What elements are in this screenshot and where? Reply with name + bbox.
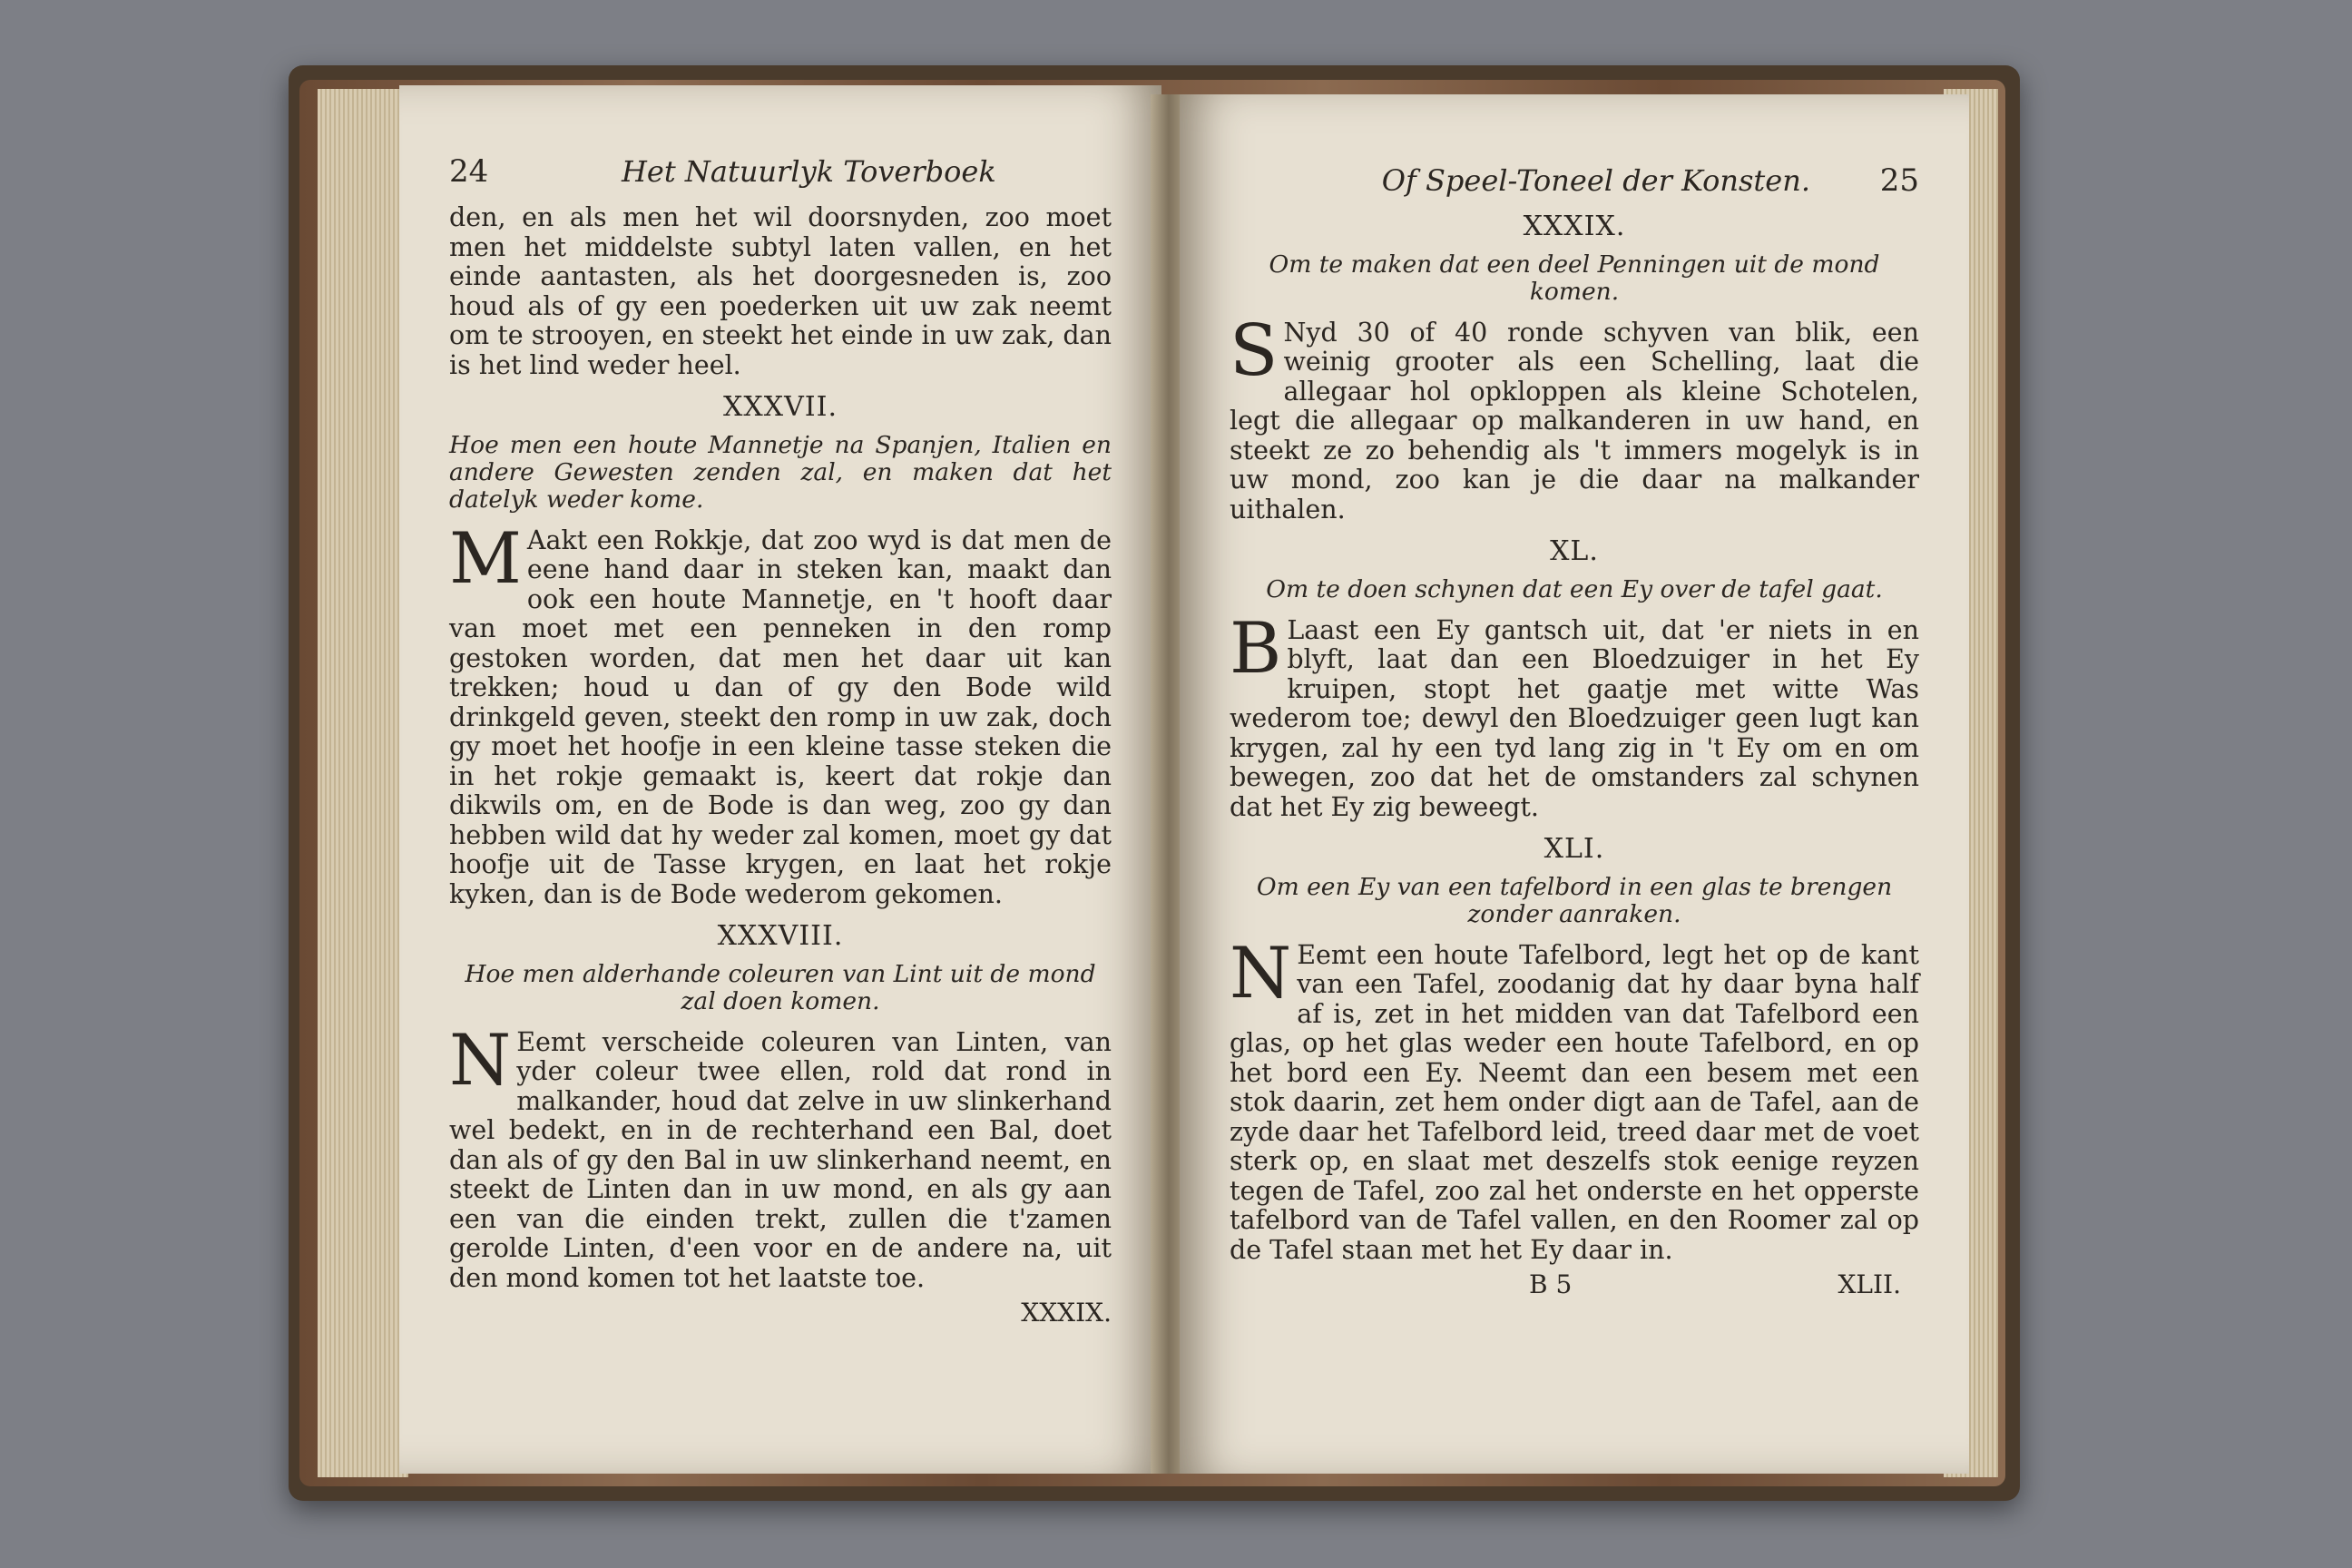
section-heading-xxxviii: Hoe men alderhande coleuren van Lint uit de mond zal doen komen. (465, 959, 1096, 1015)
dropcap-n: N (449, 1019, 512, 1102)
section-body-xl (1230, 607, 1919, 823)
section-numeral-xxxviii: XXXVIII. (717, 920, 844, 952)
section-text-xxxix: Nyd 30 of 40 ronde schyven van blik, een weinig grooter als een Schelling, laat die allegaar hol opkloppen als kleine Schotelen, legt die allegaar op malkanderen in uw hand, en steekt ze zo behendig als 't immers mogelyk is in uw mond, zoo kan je die daar na malkander uithalen. (1230, 317, 1919, 524)
running-title-right: Of Speel-Toneel der Konsten. (1381, 163, 1810, 198)
running-title-left: Het Natuurlyk Toverboek (622, 154, 996, 189)
section-text-xxxviii: Eemt verscheide coleuren van Linten, van yder coleur twee ellen, rold dat rond in malkander, houd dat zelve in uw slinkerhand wel bedekt, en in de rechterhand een Bal, doet dan als of gy den Bal in uw slinkerhand neemt, en steekt de Linten dan in uw mond, en als gy aan een van die einden trekt, zullen die t'zamen gerolde Linten, d'een voor en de andere na, uit den mond komen tot het laatste toe. (449, 1026, 1112, 1293)
section-numeral-xxxix: XXXIX. (1523, 211, 1626, 242)
right-running-head (1230, 158, 1919, 203)
dropcap-n2: N (1230, 932, 1292, 1014)
continuation-paragraph: den, en als men het wil doorsnyden, zoo moet men het middelste subtyl laten vallen, en het einde aantasten, als het doorgesneden is, zoo houd als of gy een poederken uit uw zak neemt om te strooyen, en steekt het einde in uw zak, dan is het lind weder heel. (449, 202, 1112, 380)
section-numeral-xl: XL. (1550, 535, 1599, 567)
page-number-left: 24 (449, 153, 489, 190)
left-page (399, 85, 1161, 1474)
section-text-xli: Eemt een houte Tafelbord, legt het op de kant van een Tafel, zoodanig dat hy daar byna half af is, zet in het midden van dat Tafelbord een glas, op het glas weder een houte Tafelbord, en op het bord een Ey. Neemt dan een besem met een stok daarin, zet hem onder digt aan de Tafel, aan de zyde daar het Tafelbord leid, treed daar met de voet sterk op, en slaat met deszelfs stok eenige reyzen tegen de Tafel, zoo zal het onderste en het opperste tafelbord van de Tafel vallen, en den Roomer zal op de Tafel staan met het Ey daar in. (1230, 939, 1919, 1265)
dropcap-b: B (1230, 607, 1282, 690)
catchword-left: XXXIX. (1021, 1298, 1112, 1328)
section-heading-xxxvii: Hoe men een houte Mannetje na Spanjen, Italien en andere Gewesten zenden zal, en maken dat het datelyk weder kome. (449, 430, 1112, 514)
dropcap-m: M (449, 517, 522, 600)
page-number-right: 25 (1879, 162, 1919, 199)
page-edges-left (318, 89, 408, 1477)
section-heading-xli: Om een Ey van een tafelbord in een glas te brengen zonder aanraken. (1256, 872, 1893, 928)
dropcap-s: S (1230, 309, 1279, 392)
left-text-block (449, 203, 1112, 1328)
right-text-block (1230, 212, 1919, 1301)
catchword-right: XLII. (1838, 1269, 1901, 1299)
section-text-xxxvii: Aakt een Rokkje, dat zoo wyd is dat men de eene hand daar in steken kan, maakt dan ook een houte Mannetje, en 't hooft daar van moet met een penneken in den romp gestoken worden, dat men het daar uit kan trekken; houd u dan of gy den Bode wild drinkgeld geven, steekt den romp in uw zak, doch gy moet het hoofje in een kleine tasse steken die in het rokje gemaakt is, keert dat rokje dan dikwils om, en de Bode is dan weg, zoo gy dan hebben wild dat hy weder zal komen, moet gy dat hoofje uit de Tasse krygen, en laat het rokje kyken, dan is de Bode wederom gekomen. (449, 524, 1112, 909)
section-heading-xl: Om te doen schynen dat een Ey over de tafel gaat. (1266, 574, 1883, 603)
section-body-xxxviii (449, 1019, 1112, 1294)
right-page-footer (1230, 1270, 1919, 1301)
section-body-xli (1230, 932, 1919, 1266)
section-body-xxxix (1230, 309, 1919, 525)
section-numeral-xli: XLI. (1544, 833, 1605, 865)
left-running-head (449, 149, 1112, 194)
section-numeral-xxxvii: XXXVII. (723, 391, 838, 423)
right-page (1180, 94, 1969, 1474)
section-body-xxxvii (449, 517, 1112, 910)
section-text-xl: Laast een Ey gantsch uit, dat 'er niets in en blyft, laat dan een Bloedzuiger in het Ey kruipen, stopt het gaatje met witte Was wederom toe; dewyl den Bloedzuiger geen lugt kan krygen, zal hy een tyd lang zig in 't Ey om en om bewegen, zoo dat het de omstanders zal schynen dat het Ey zig beweegt. (1230, 614, 1919, 822)
section-heading-xxxix: Om te maken dat een deel Penningen uit de mond komen. (1269, 250, 1880, 306)
signature-mark: B 5 (1529, 1269, 1573, 1299)
